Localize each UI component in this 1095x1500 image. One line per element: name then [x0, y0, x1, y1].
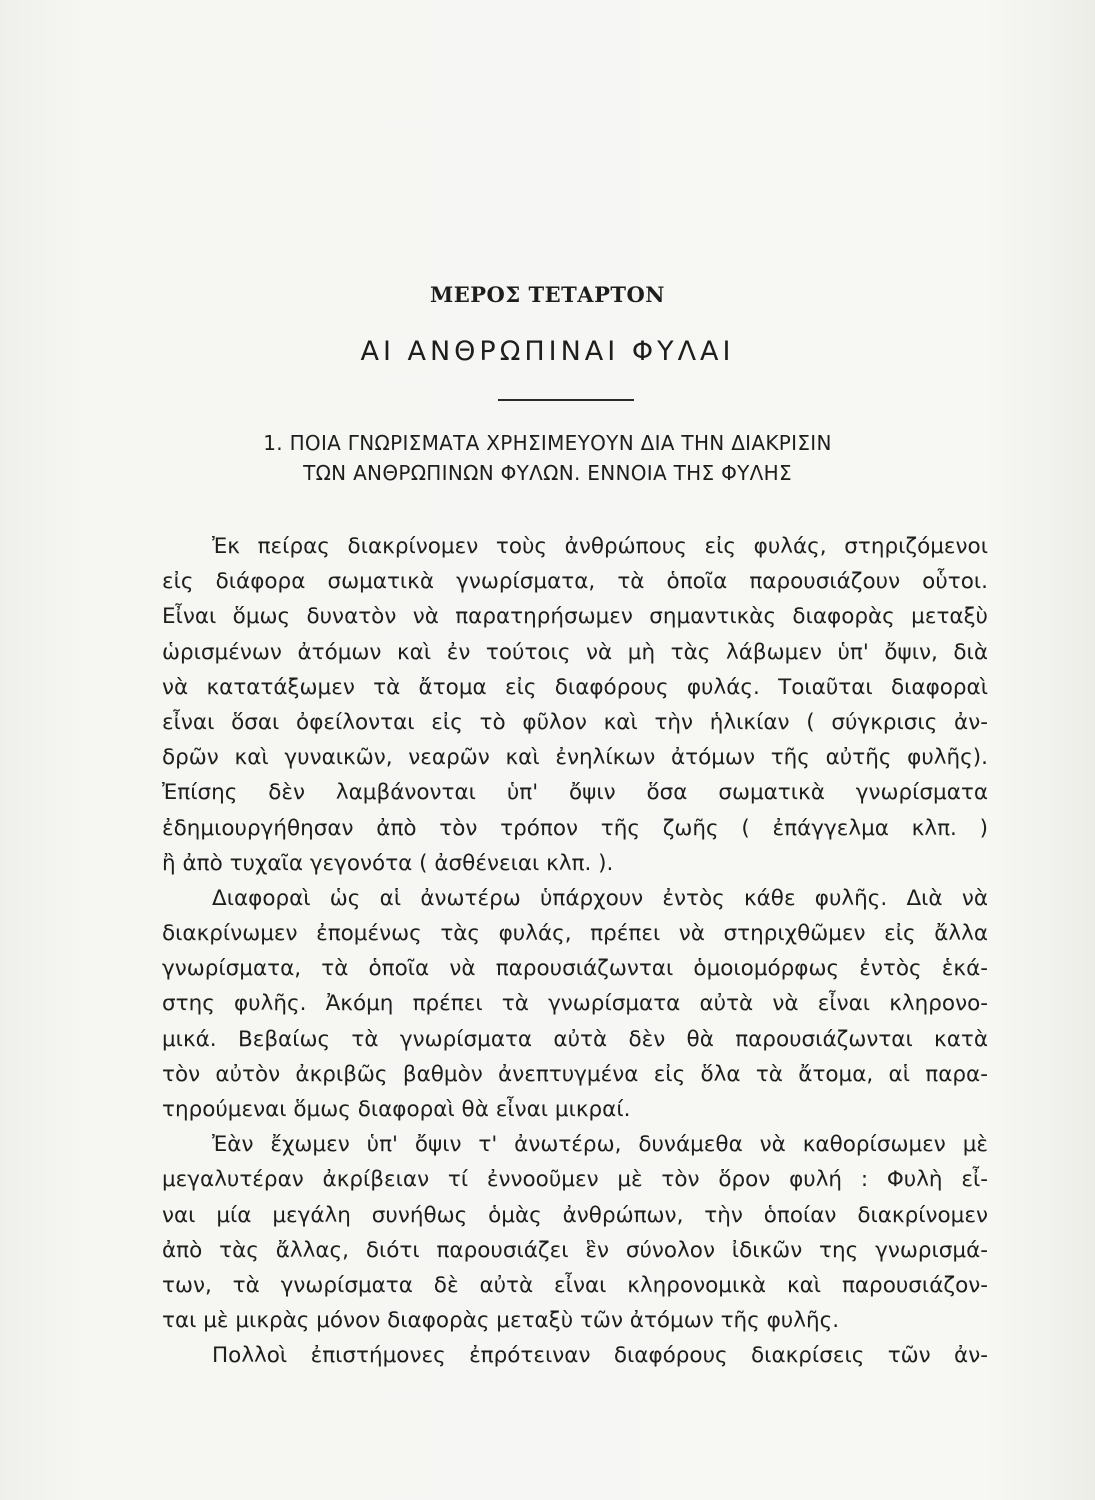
- text-line: ἢ ἀπὸ τυχαῖα γεγονότα ( ἀσθένειαι κλπ. ).: [162, 850, 614, 876]
- text-line: νὰ κατατάξωμεν τὰ ἄτομα εἰς διαφόρους φυλάς. Τοιαῦται διαφοραὶ: [162, 674, 988, 700]
- text-line: Ἐκ πείρας διακρίνομεν τοὺς ἀνθρώπους εἰς φυλάς, στηριζόμενοι: [212, 534, 988, 559]
- text-line: Πολλοὶ ἐπιστήμονες ἐπρότειναν διαφόρους διακρίσεις τῶν ἀν-: [212, 1343, 988, 1369]
- text-line: τὸν αὐτὸν ἀκριβῶς βαθμὸν ἀνεπτυγμένα εἰς ὅλα τὰ ἄτομα, αἱ παρα-: [162, 1061, 988, 1087]
- body-text: [162, 529, 988, 1374]
- text-line: Εἶναι ὅμως δυνατὸν νὰ παρατηρήσωμεν σημαντικὰς διαφορὰς μεταξὺ: [162, 604, 988, 630]
- text-line: διακρίνωμεν ἐπομένως τὰς φυλάς, πρέπει νὰ στηριχθῶμεν εἰς ἄλλα: [162, 921, 988, 947]
- text-line: δρῶν καὶ γυναικῶν, νεαρῶν καὶ ἐνηλίκων ἀτόμων τῆς αὐτῆς φυλῆς).: [162, 745, 988, 771]
- part-title: ΜΕΡΟΣ ΤΕΤΑΡΤΟΝ: [430, 282, 665, 307]
- section-heading-line-2: ΤΩΝ ΑΝΘΡΩΠΙΝΩΝ ΦΥΛΩΝ. ΕΝΝΟΙΑ ΤΗΣ ΦΥΛΗΣ: [303, 461, 792, 485]
- text-line: εἶναι ὅσαι ὀφείλονται εἰς τὸ φῦλον καὶ τὴν ἡλικίαν ( σύγκρισις ἀν-: [162, 709, 988, 735]
- text-line: ἀπὸ τὰς ἄλλας, διότι παρουσιάζει ἓν σύνολον ἰδικῶν της γνωρισμά-: [162, 1237, 988, 1263]
- title-divider: [498, 399, 634, 401]
- text-line: Ἐπίσης δὲν λαμβάνονται ὑπ' ὄψιν ὅσα σωματικὰ γνωρίσματα: [162, 780, 988, 806]
- text-line: ἐδημιουργήθησαν ἀπὸ τὸν τρόπον τῆς ζωῆς ( ἐπάγγελμα κλπ. ): [162, 815, 988, 841]
- page-mark: [148, 82, 156, 108]
- text-line: εἰς διάφορα σωματικὰ γνωρίσματα, τὰ ὁποῖα παρουσιάζουν οὗτοι.: [162, 569, 988, 595]
- text-line: γνωρίσματα, τὰ ὁποῖα νὰ παρουσιάζωνται ὁμοιομόρφως ἐντὸς ἑκά-: [162, 956, 988, 982]
- text-line: μικά. Βεβαίως τὰ γνωρίσματα αὐτὰ δὲν θὰ παρουσιάζωνται κατὰ: [162, 1026, 988, 1052]
- text-line: Ἐὰν ἔχωμεν ὑπ' ὄψιν τ' ἀνωτέρω, δυνάμεθα νὰ καθορίσωμεν μὲ: [212, 1132, 988, 1158]
- text-line: μεγαλυτέραν ἀκρίβειαν τί ἐννοοῦμεν μὲ τὸν ὅρον φυλή : Φυλὴ εἶ-: [162, 1167, 988, 1193]
- text-line: των, τὰ γνωρίσματα δὲ αὐτὰ εἶναι κληρονομικὰ καὶ παρουσιάζον-: [162, 1272, 988, 1298]
- text-line: ται μὲ μικρὰς μόνον διαφορὰς μεταξὺ τῶν ἀτόμων τῆς φυλῆς.: [162, 1308, 840, 1334]
- section-heading: [0, 428, 1095, 488]
- text-line: ὡρισμένων ἀτόμων καὶ ἐν τούτοις νὰ μὴ τὰς λάβωμεν ὑπ' ὄψιν, διὰ: [162, 639, 988, 665]
- section-heading-line-1: 1. ΠΟΙΑ ΓΝΩΡΙΣΜΑΤΑ ΧΡΗΣΙΜΕΥΟΥΝ ΔΙΑ ΤΗΝ ΔΙΑΚΡΙΣΙΝ: [263, 431, 832, 455]
- text-line: ναι μία μεγάλη συνήθως ὁμὰς ἀνθρώπων, τὴν ὁποίαν διακρίνομεν: [162, 1202, 988, 1228]
- chapter-title: ΑΙ ΑΝΘΡΩΠΙΝΑΙ ΦΥΛΑΙ: [360, 336, 735, 367]
- text-line: τηρούμεναι ὅμως διαφοραὶ θὰ εἶναι μικραί.: [162, 1097, 631, 1122]
- text-line: Διαφοραὶ ὡς αἱ ἀνωτέρω ὑπάρχουν ἐντὸς κάθε φυλῆς. Διὰ νὰ: [212, 885, 988, 911]
- text-line: στης φυλῆς. Ἀκόμη πρέπει τὰ γνωρίσματα αὐτὰ νὰ εἶναι κληρονο-: [162, 991, 988, 1017]
